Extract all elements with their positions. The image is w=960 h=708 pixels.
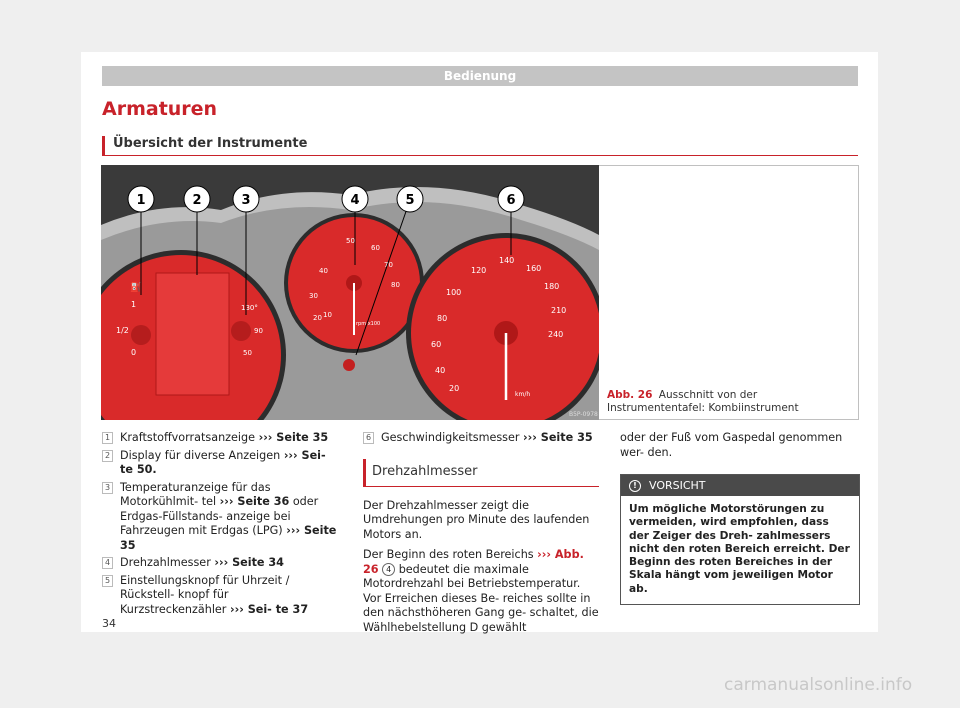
paragraph: Der Drehzahlmesser zeigt die Umdrehungen pro Minute des laufenden Motors an. [363,498,590,541]
svg-text:180: 180 [544,282,560,291]
paragraph [363,548,599,635]
caution-header [621,475,859,496]
list-item-text: oder Erdgas-Füllstands- anzeige bei Fahrzeugen mit Erdgas (LPG) [120,495,319,537]
figure-caption-text: Ausschnitt von der Instrumententafel: Kombiinstrument [607,389,799,414]
list-item-number: 3 [102,482,113,494]
temp-label-130: 130° [241,304,258,312]
list-item-text: Drehzahlmesser [120,556,215,569]
list-item-number: 4 [102,557,113,569]
temp-label-50: 50 [243,349,252,357]
page-subtitle: Übersicht der Instrumente [102,136,858,156]
svg-text:40: 40 [319,267,328,275]
page-ref-link[interactable]: ››› Sei- te 37 [229,602,309,616]
legend-list [102,431,338,620]
svg-text:60: 60 [431,340,442,349]
fuel-label-empty: 0 [131,348,137,357]
list-item-text: Temperaturanzeige für das Motorkühlmit- tel [120,480,271,508]
svg-text:160: 160 [526,264,542,273]
right-column [620,431,860,605]
svg-text:20: 20 [313,314,322,322]
svg-text:210: 210 [551,306,567,315]
page-title: Armaturen [102,98,218,120]
list-item-text: Einstellungsknopf für Uhrzeit / Rückstell- knopf für Kurzstreckenzähler [120,573,290,616]
list-item-number: 1 [102,432,113,444]
svg-text:2: 2 [192,193,202,208]
svg-text:1: 1 [136,193,146,208]
paragraph-text: Der Beginn des roten Bereichs [363,548,538,561]
speedo-unit-label: km/h [515,391,531,398]
callout-number: 4 [382,563,395,576]
list-item [102,431,338,446]
fuel-label-half: 1/2 [116,326,129,335]
list-item-number: 6 [363,432,374,444]
middle-column [363,431,599,641]
caution-title: VORSICHT [649,479,706,492]
list-item [363,431,599,446]
list-item [102,449,338,478]
svg-text:60: 60 [371,244,380,252]
list-item [102,556,338,571]
page-ref-link[interactable]: ››› Seite 35 [120,524,337,552]
svg-text:100: 100 [446,288,462,297]
svg-text:70: 70 [384,261,393,269]
watermark: carmanualsonline.info [724,675,913,695]
caution-text: Um mögliche Motorstörungen zu vermeiden, wird empfohlen, dass der Zeiger des Dreh- zahlmessers nicht den roten Bereich erreicht. Der Beginn des roten Bereiches in der Skala hängt vom jeweiligen Motor ab. [629,503,850,595]
tacho-unit-label: rpm x100 [356,321,381,327]
list-item-text: Kraftstoffvorratsanzeige [120,431,259,444]
svg-text:140: 140 [499,256,515,265]
svg-text:120: 120 [471,266,487,275]
figure-caption-ref: Abb. 26 [607,389,653,401]
svg-text:⛽: ⛽ [130,283,142,293]
page-ref-link[interactable]: ››› Seite 34 [214,556,284,569]
svg-text:80: 80 [391,281,400,289]
warning-icon: ! [629,480,641,492]
svg-text:240: 240 [548,330,564,339]
svg-text:80: 80 [437,314,448,323]
instrument-cluster-illustration [101,165,599,420]
svg-text:5: 5 [405,193,415,208]
list-item [102,481,338,554]
figure-caption [607,389,852,415]
svg-text:3: 3 [241,193,251,208]
figure-code: B5P-0978 [569,411,598,418]
caution-box [620,474,860,605]
list-item-text: Geschwindigkeitsmesser [381,431,524,444]
page-number: 34 [102,617,116,630]
list-item-number: 5 [102,575,113,587]
figure-ref-link[interactable]: ››› Abb. 26 [363,548,584,576]
paragraph: oder der Fuß vom Gaspedal genommen wer- den. [620,431,843,459]
paragraph-text: bedeutet die maximale Motordrehzahl bei Betriebstemperatur. Vor Erreichen dieses Be- reiches sollte in den nächsthöheren Gang ge- schaltet, die Wählhebelstellung D gewählt [363,562,599,634]
svg-text:30: 30 [309,292,318,300]
list-item [102,574,338,618]
section-header: Bedienung [102,66,858,86]
svg-text:20: 20 [449,384,460,393]
page-ref-link[interactable]: ››› Seite 35 [258,431,329,444]
fuel-label-full: 1 [131,300,137,309]
list-item-number: 2 [102,450,113,462]
svg-text:6: 6 [506,193,516,208]
page-ref-link[interactable]: ››› Seite 36 [219,495,290,508]
page-ref-link[interactable]: ››› Seite 35 [523,431,593,444]
svg-text:4: 4 [350,193,360,208]
list-item-text: Display für diverse Anzeigen [120,448,284,462]
section-heading: Drehzahlmesser [363,459,599,487]
svg-text:40: 40 [435,366,446,375]
svg-text:50: 50 [346,237,355,245]
page-ref-link[interactable]: ››› Sei- te 50. [120,448,326,476]
temp-label-90: 90 [254,327,263,335]
svg-text:10: 10 [323,311,332,319]
